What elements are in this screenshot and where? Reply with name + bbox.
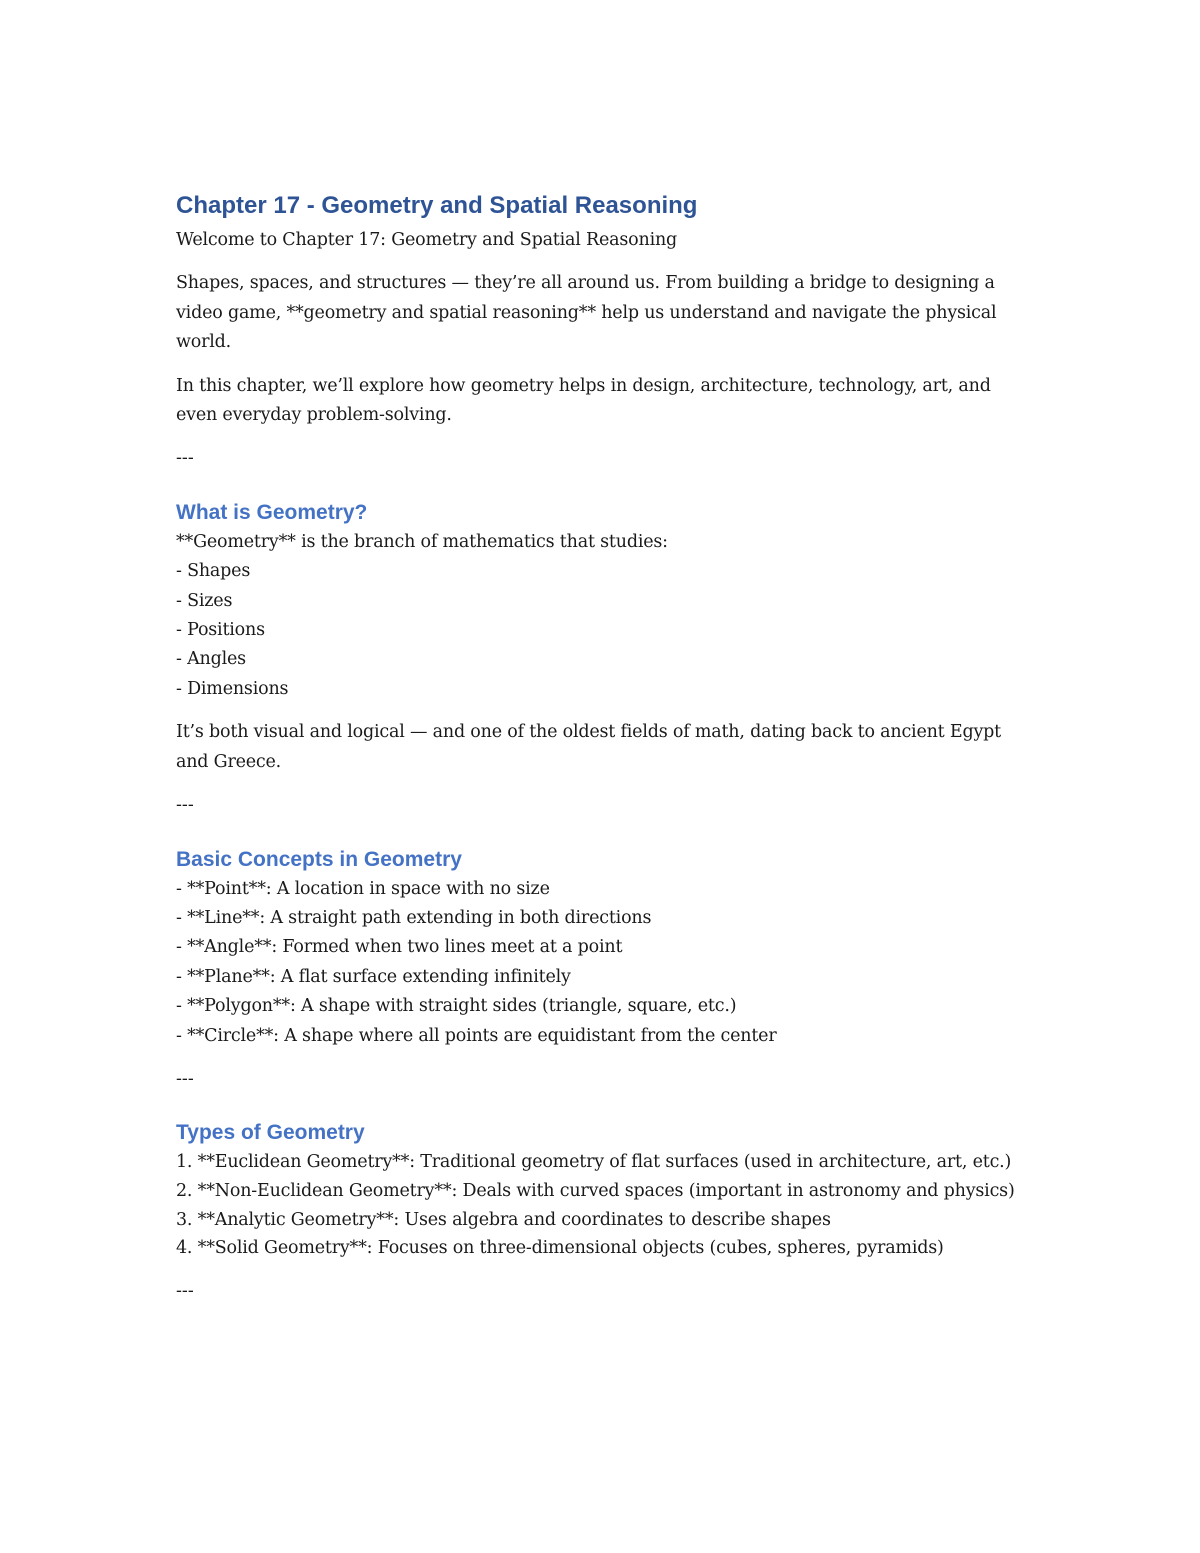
- document-body: [176, 190, 1026, 1306]
- list-line: 2. **Non-Euclidean Geometry**: Deals with curved spaces (important in astronomy and physics): [176, 1180, 1015, 1201]
- list-line: - **Angle**: Formed when two lines meet at a point: [176, 937, 623, 958]
- list-line: - Sizes: [176, 590, 233, 611]
- separator: ---: [176, 1280, 194, 1301]
- list-line: 3. **Analytic Geometry**: Uses algebra and coordinates to describe shapes: [176, 1209, 831, 1230]
- section-heading-types-of-geometry: Types of Geometry: [176, 1121, 365, 1145]
- list-line: 1. **Euclidean Geometry**: Traditional geometry of flat surfaces (used in architecture, art, etc.): [176, 1152, 1012, 1173]
- welcome-line: Welcome to Chapter 17: Geometry and Spatial Reasoning: [176, 230, 678, 250]
- list-line: - Shapes: [176, 561, 251, 582]
- intro-paragraph-2: In this chapter, we’ll explore how geometry helps in design, architecture, technology, art, and even everyday problem-solving.: [176, 375, 991, 426]
- list-line: - **Plane**: A flat surface extending infinitely: [176, 966, 571, 987]
- separator: ---: [176, 1068, 194, 1089]
- separator: ---: [176, 448, 194, 469]
- intro-paragraph-1: Shapes, spaces, and structures — they’re all around us. From building a bridge to designing a video game, **geometry and spatial reasoning** help us understand and navigate the physical world.: [176, 273, 997, 353]
- list-line: 4. **Solid Geometry**: Focuses on three-dimensional objects (cubes, spheres, pyramids): [176, 1238, 944, 1259]
- list-line: - Dimensions: [176, 678, 289, 699]
- separator: ---: [176, 795, 194, 816]
- list-line: - Positions: [176, 620, 265, 641]
- section-heading-what-is-geometry: What is Geometry?: [176, 500, 368, 524]
- list-line: **Geometry** is the branch of mathematics that studies:: [176, 531, 668, 552]
- section-paragraph: It’s both visual and logical — and one of the oldest fields of math, dating back to ancient Egypt and Greece.: [176, 722, 1001, 772]
- list-line: - **Circle**: A shape where all points are equidistant from the center: [176, 1025, 777, 1046]
- list-line: - **Polygon**: A shape with straight sides (triangle, square, etc.): [176, 996, 737, 1017]
- list-line: - **Line**: A straight path extending in both directions: [176, 907, 652, 928]
- chapter-title: Chapter 17 - Geometry and Spatial Reasoning: [176, 192, 698, 219]
- list-line: - Angles: [176, 649, 246, 670]
- list-line: - **Point**: A location in space with no size: [176, 878, 550, 899]
- section-heading-basic-concepts: Basic Concepts in Geometry: [176, 847, 462, 871]
